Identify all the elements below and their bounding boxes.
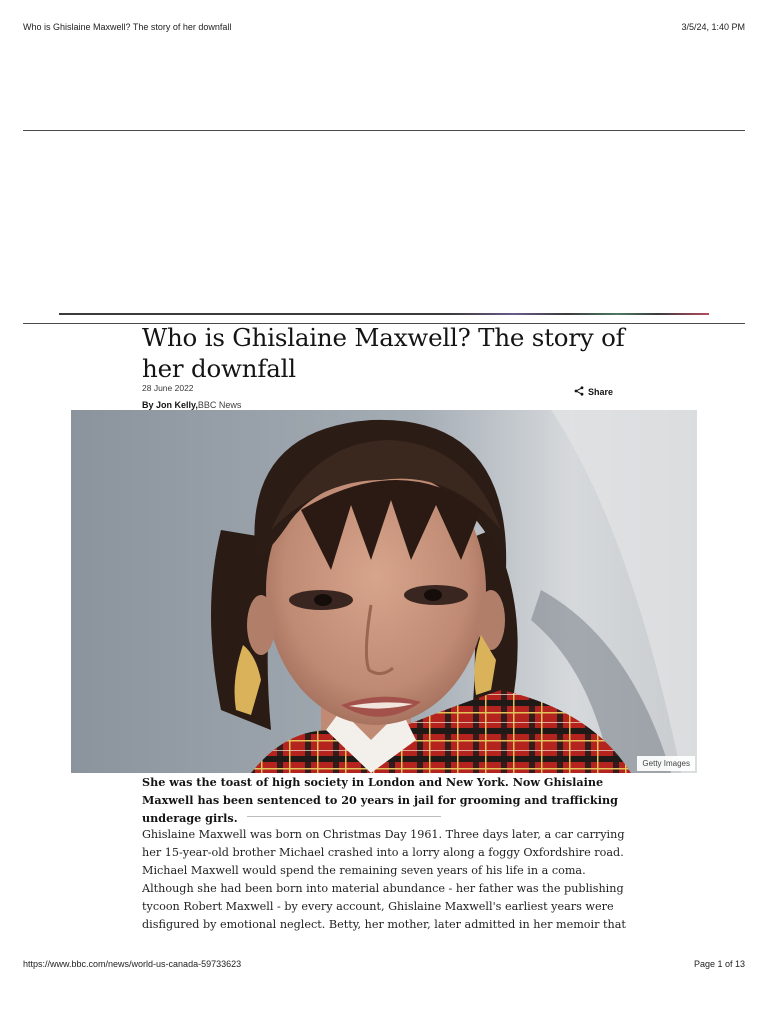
top-divider — [23, 130, 745, 131]
print-footer — [23, 959, 745, 973]
article-hero-image — [71, 410, 697, 773]
byline-author: By Jon Kelly, — [142, 400, 198, 410]
article-byline — [142, 400, 241, 410]
summary-separator — [247, 816, 441, 817]
image-credit: Getty Images — [637, 756, 695, 771]
print-header-title: Who is Ghislaine Maxwell? The story of her downfall — [23, 22, 232, 32]
article-summary: She was the toast of high society in London and New York. Now Ghislaine Maxwell has been sentenced to 20 years in jail for grooming and trafficking underage girls. — [142, 775, 618, 825]
ad-placeholder-line — [59, 313, 709, 315]
share-button[interactable] — [574, 386, 613, 398]
print-footer-url: https://www.bbc.com/news/world-us-canada-59733623 — [23, 959, 242, 969]
share-label: Share — [588, 387, 614, 397]
article-body-paragraph: Ghislaine Maxwell was born on Christmas Day 1961. Three days later, a car carrying her 15-year-old brother Michael crashed into a lorry along a foggy Oxfordshire road. Michael Maxwell would spend the remaining seven years of his life in a coma. Although she had been born into material abundance - her father was the publishing tycoon Robert Maxwell - by every account, Ghislaine Maxwell's earliest years were disfigured by emotional neglect. Betty, her mother, later admitted in her memoir that — [142, 828, 626, 931]
article-headline: Who is Ghislaine Maxwell? The story of her downfall — [142, 323, 625, 383]
print-header-datetime: 3/5/24, 1:40 PM — [681, 22, 745, 32]
portrait-photo — [71, 410, 697, 773]
print-footer-page: Page 1 of 13 — [693, 959, 745, 969]
print-header — [23, 22, 745, 36]
byline-org: BBC News — [197, 400, 242, 410]
share-icon — [574, 386, 584, 398]
article-date: 28 June 2022 — [142, 383, 194, 393]
